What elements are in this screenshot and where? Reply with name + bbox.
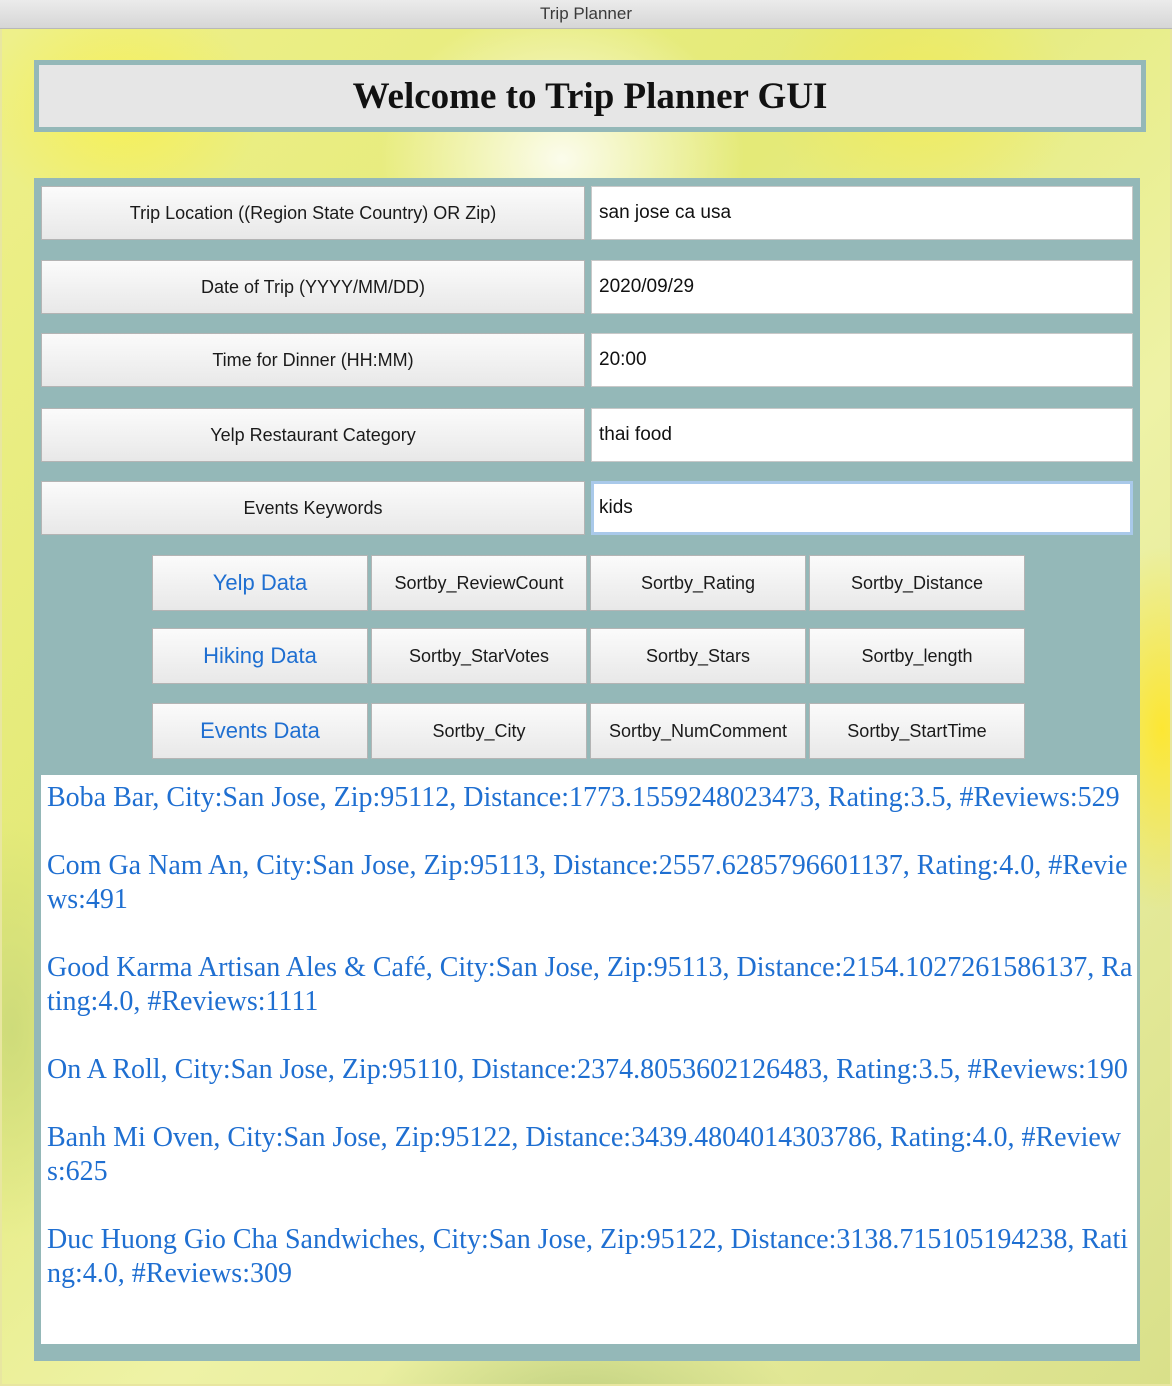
trip-location-label: Trip Location ((Region State Country) OR Zip): [41, 186, 585, 240]
result-item: Boba Bar, City:San Jose, Zip:95112, Distance:1773.1559248023473, Rating:3.5, #Reviews:529: [47, 782, 1120, 813]
window-title: Trip Planner: [540, 4, 632, 23]
restaurant-category-input[interactable]: [591, 408, 1133, 462]
result-item: Duc Huong Gio Cha Sandwiches, City:San Jose, Zip:95122, Distance:3138.715105194238, Rating:4.0, #Reviews:309: [47, 1224, 1129, 1289]
sortby-starttime-button[interactable]: Sortby_StartTime: [809, 703, 1025, 759]
header-banner: [34, 60, 1146, 132]
results-list[interactable]: [41, 775, 1137, 1344]
dinner-time-input[interactable]: [591, 333, 1133, 387]
result-item: Banh Mi Oven, City:San Jose, Zip:95122, Distance:3439.4804014303786, Rating:4.0, #Reviews:625: [47, 1122, 1122, 1187]
window-title-bar: [0, 0, 1172, 29]
page-title: Welcome to Trip Planner GUI: [352, 75, 828, 117]
hiking-data-button[interactable]: Hiking Data: [152, 628, 368, 684]
trip-date-label: Date of Trip (YYYY/MM/DD): [41, 260, 585, 314]
trip-location-input[interactable]: [591, 186, 1133, 240]
result-item: Com Ga Nam An, City:San Jose, Zip:95113, Distance:2557.6285796601137, Rating:4.0, #Reviews:491: [47, 850, 1128, 915]
sortby-distance-button[interactable]: Sortby_Distance: [809, 555, 1025, 611]
sortby-rating-button[interactable]: Sortby_Rating: [590, 555, 806, 611]
trip-date-input[interactable]: [591, 260, 1133, 314]
result-item: On A Roll, City:San Jose, Zip:95110, Distance:2374.8053602126483, Rating:3.5, #Reviews:190: [47, 1054, 1128, 1085]
events-data-button[interactable]: Events Data: [152, 703, 368, 759]
main-panel: [34, 178, 1140, 1361]
yelp-data-button[interactable]: Yelp Data: [152, 555, 368, 611]
app-window: [2, 29, 1170, 1384]
events-keywords-input[interactable]: [591, 481, 1133, 535]
sortby-reviewcount-button[interactable]: Sortby_ReviewCount: [371, 555, 587, 611]
events-keywords-label: Events Keywords: [41, 481, 585, 535]
sortby-stars-button[interactable]: Sortby_Stars: [590, 628, 806, 684]
restaurant-category-label: Yelp Restaurant Category: [41, 408, 585, 462]
sortby-length-button[interactable]: Sortby_length: [809, 628, 1025, 684]
result-item: Good Karma Artisan Ales & Café, City:San Jose, Zip:95113, Distance:2154.1027261586137, Rating:4.0, #Reviews:1111: [47, 952, 1133, 1017]
sortby-numcomment-button[interactable]: Sortby_NumComment: [590, 703, 806, 759]
sortby-city-button[interactable]: Sortby_City: [371, 703, 587, 759]
dinner-time-label: Time for Dinner (HH:MM): [41, 333, 585, 387]
sortby-starvotes-button[interactable]: Sortby_StarVotes: [371, 628, 587, 684]
